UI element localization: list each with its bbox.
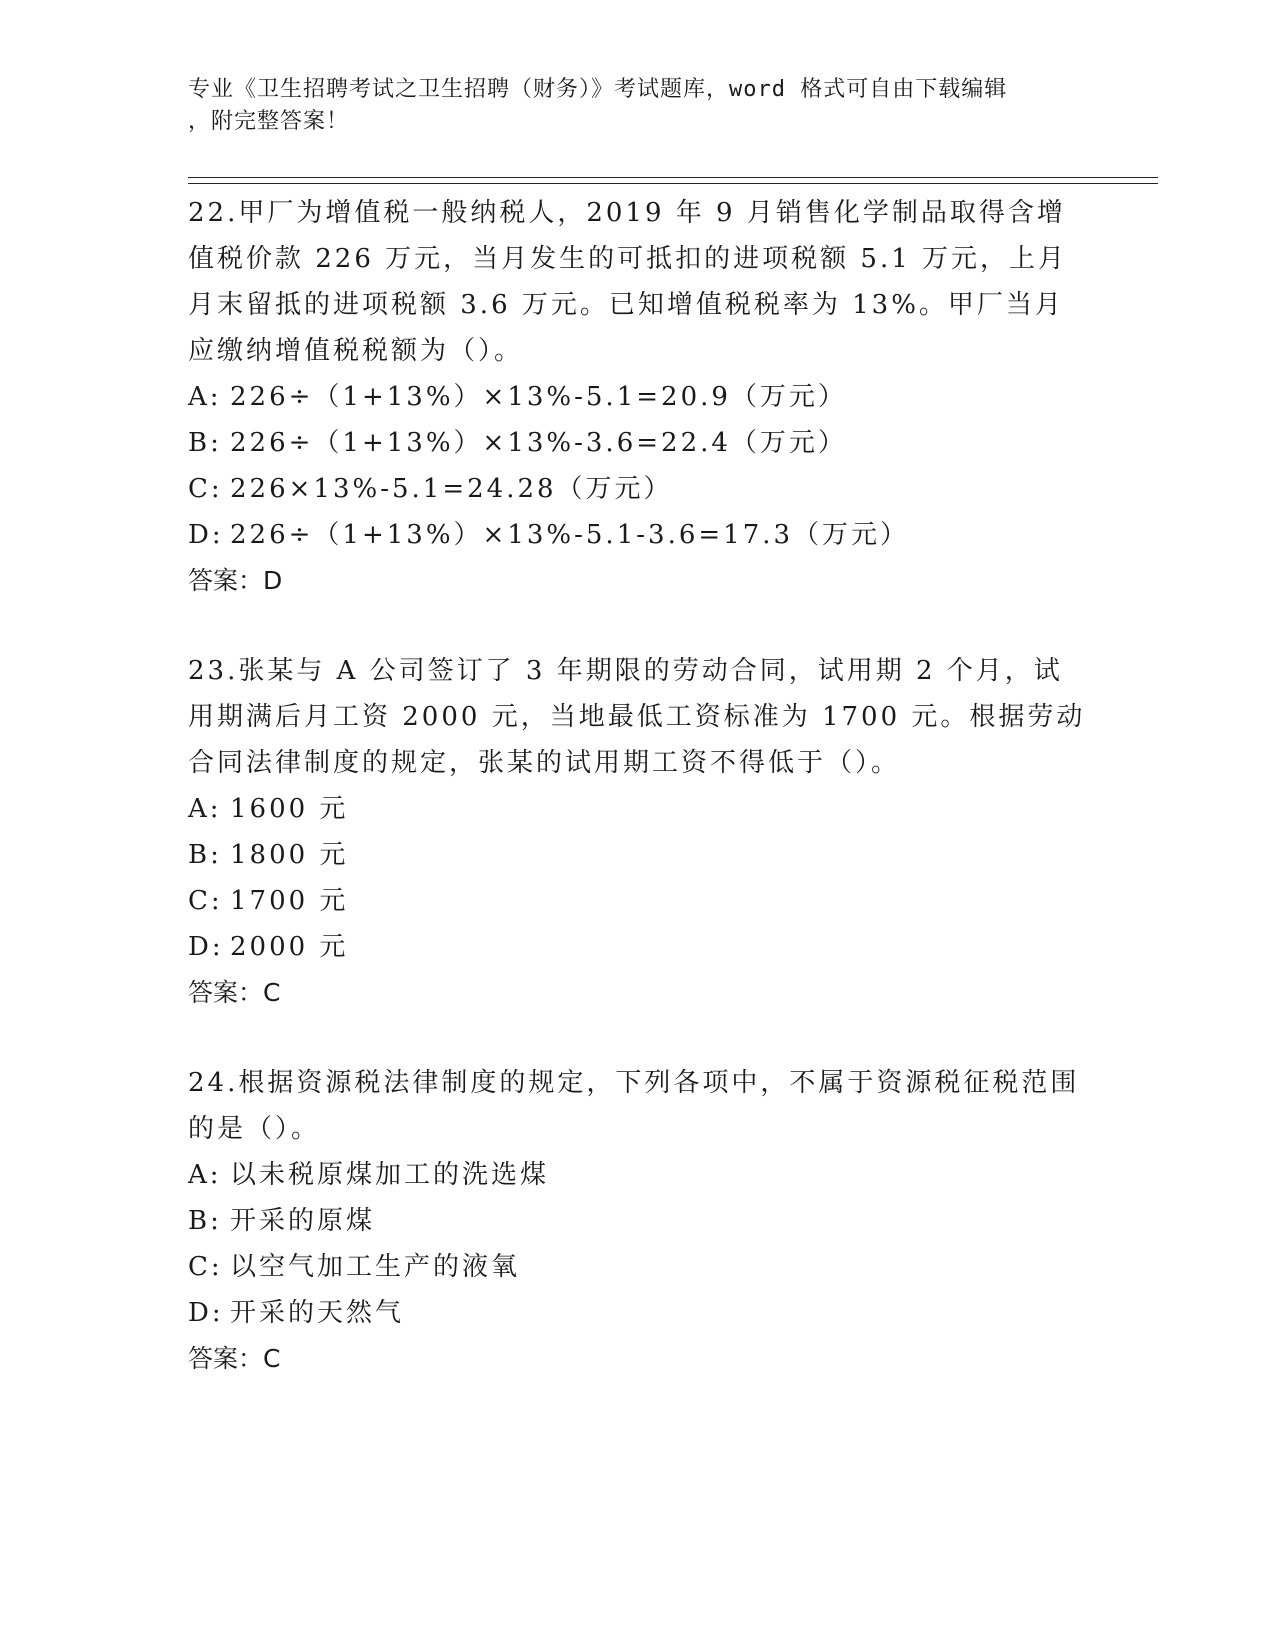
option-d [188,924,1088,970]
option-text: 226×13%-5.1=24.28（万元） [230,474,673,504]
question-stem: 23.张某与 A 公司签订了 3 年期限的劳动合同，试用期 2 个月，试用期满后月工资 2000 元，当地最低工资标准为 1700 元。根据劳动合同法律制度的规定，张某的试用期工资不得低于（）。 [188,656,1086,778]
question-stem: 24.根据资源税法律制度的规定，下列各项中，不属于资源税征税范围的是（）。 [188,1068,1080,1144]
option-b [188,420,1088,466]
option-letter: D: [188,932,224,962]
option-letter: B: [188,1206,222,1236]
option-a [188,374,1088,420]
option-text: 2000 元 [230,932,349,962]
option-letter: C: [188,1252,223,1282]
option-text: 226÷（1+13%）×13%-3.6=22.4（万元） [230,428,847,458]
option-b [188,832,1088,878]
answer-line: 答案：C [188,978,281,1007]
option-text: 226÷（1+13%）×13%-5.1=20.9（万元） [230,382,847,412]
option-text: 1600 元 [230,794,349,824]
option-letter: A: [188,794,222,824]
option-text: 以未税原煤加工的洗选煤 [230,1160,550,1190]
option-d [188,512,1088,558]
option-a [188,1152,1088,1198]
question-24 [188,1060,1088,1382]
question-22 [188,190,1088,604]
question-stem: 22.甲厂为增值税一般纳税人，2019 年 9 月销售化学制品取得含增值税价款 226 万元，当月发生的可抵扣的进项税额 5.1 万元，上月月末留抵的进项税额 3.6 万元。已知增值税税率为 13%。甲厂当月应缴纳增值税税额为（）。 [188,198,1068,366]
option-c [188,466,1088,512]
option-letter: B: [188,428,222,458]
option-letter: A: [188,1160,222,1190]
option-letter: A: [188,382,222,412]
question-list [188,190,1088,1426]
option-letter: C: [188,886,223,916]
option-text: 226÷（1+13%）×13%-5.1-3.6=17.3（万元） [230,520,910,550]
option-text: 1800 元 [230,840,349,870]
header-divider-top [188,177,1158,178]
option-text: 1700 元 [230,886,349,916]
option-letter: D: [188,1298,224,1328]
answer-line: 答案：D [188,566,283,595]
question-23 [188,648,1088,1016]
option-b [188,1198,1088,1244]
option-text: 开采的原煤 [230,1206,376,1236]
option-letter: B: [188,840,222,870]
option-d [188,1290,1088,1336]
option-c [188,878,1088,924]
option-letter: C: [188,474,223,504]
document-header [188,74,1088,138]
option-c [188,1244,1088,1290]
option-a [188,786,1088,832]
header-line-1: 专业《卫生招聘考试之卫生招聘（财务）》考试题库，word 格式可自由下载编辑 [188,77,1008,102]
option-letter: D: [188,520,224,550]
option-text: 开采的天然气 [230,1298,405,1328]
answer-line: 答案：C [188,1344,281,1373]
option-text: 以空气加工生产的液氧 [230,1252,521,1282]
header-line-2: ，附完整答案！ [188,109,350,134]
header-divider-bottom [188,183,1158,184]
